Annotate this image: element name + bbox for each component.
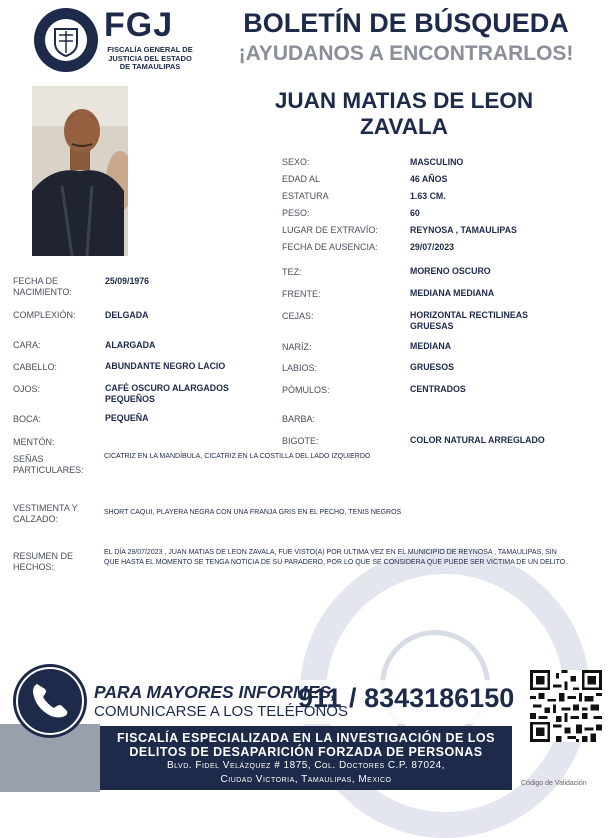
label-cabello: CABELLO: [13, 362, 58, 372]
value-pomulos: CENTRADOS [410, 384, 466, 394]
value-labios: GRUESOS [410, 362, 454, 372]
value-senas: CICATRIZ EN LA MANDÍBULA, CICATRIZ EN LA COSTILLA DEL LADO IZQUIERDO [104, 453, 371, 460]
value-frente: MEDIANA MEDIANA [410, 288, 495, 298]
label-tez: TEZ: [282, 267, 302, 277]
label-estatura: ESTATURA [282, 191, 329, 201]
label-edad: EDAD AL [282, 174, 321, 184]
shield-icon [45, 19, 87, 61]
footer-line2: DELITOS DE DESAPARICIÓN FORZADA DE PERSONAS [129, 745, 483, 759]
person-photo [32, 86, 128, 256]
label-lugar: LUGAR DE EXTRAVÍO: [282, 225, 378, 235]
logo-text: FGJ [104, 6, 174, 44]
value-nariz: MEDIANA [410, 341, 452, 351]
value-resumen: EL DÍA 29/07/2023 , JUAN MATIAS DE LEON ZAVALA, FUE VISTO(A) POR ULTIMA VEZ EN EL MUNICIPIO DE REYNOSA , TAMAULIPAS, SIN QUE HASTA EL MOMENTO SE TENGA NOTICIA DE SU PARADERO, POR LO QUE SE CONSIDERA QUE PUEDE SER VICTIMA DE UN DELITO. [104, 549, 568, 566]
label-bigote: BIGOTE: [282, 436, 319, 446]
label-cejas: CEJAS: [282, 311, 314, 321]
page-title: BOLETÍN DE BÚSQUEDA [243, 8, 569, 38]
value-estatura: 1.63 CM. [410, 191, 446, 201]
label-senas: SEÑAS PARTICULARES: [13, 454, 84, 475]
value-cabello: ABUNDANTE NEGRO LACIO [105, 361, 226, 371]
contact-phone[interactable]: 911 / 8343186150 [298, 683, 515, 713]
org-name: FISCALÍA GENERAL DE JUSTICIA DEL ESTADO DE TAMAULIPAS [107, 45, 193, 71]
label-peso: PESO: [282, 208, 310, 218]
contact-line2: COMUNICARSE A LOS TELÉFONOS [94, 703, 348, 720]
label-nariz: NARÍZ: [282, 342, 312, 352]
label-cara: CARA: [13, 340, 41, 350]
label-boca: BOCA: [13, 414, 42, 424]
label-fecha-nacimiento: FECHA DE NACIMIENTO: [13, 276, 72, 297]
value-lugar: REYNOSA , TAMAULIPAS [410, 225, 517, 235]
value-bigote: COLOR NATURAL ARREGLADO [410, 435, 545, 445]
value-peso: 60 [410, 208, 420, 218]
footer-line1: FISCALÍA ESPECIALIZADA EN LA INVESTIGACIÓN DE LOS [117, 731, 495, 745]
value-boca: PEQUEÑA [105, 413, 149, 423]
label-frente: FRENTE: [282, 289, 321, 299]
qr-code[interactable] [530, 670, 602, 742]
phone-icon [13, 664, 87, 738]
value-fecha-ausencia: 29/07/2023 [410, 242, 455, 252]
value-vestimenta: SHORT CAQUI, PLAYERA NEGRA CON UNA FRANJA GRIS EN EL PECHO, TENIS NEGROS [104, 509, 402, 516]
label-fecha-ausencia: FECHA DE AUSENCIA: [282, 242, 378, 252]
value-cara: ALARGADA [105, 340, 156, 350]
label-pomulos: PÓMULOS: [282, 385, 330, 395]
value-fecha-nacimiento: 25/09/1976 [105, 276, 150, 286]
label-ojos: OJOS: [13, 384, 41, 394]
value-sexo: MASCULINO [410, 157, 464, 167]
label-vestimenta: VESTIMENTA Y CALZADO: [13, 503, 78, 524]
person-name: JUAN MATIAS DE LEON ZAVALA [274, 88, 534, 139]
label-menton: MENTÓN: [13, 437, 55, 447]
value-complexion: DELGADA [105, 310, 149, 320]
value-edad: 46 AÑOS [410, 174, 448, 184]
contact-line1: PARA MAYORES INFORMES, [94, 682, 336, 702]
label-labios: LABIOS: [282, 363, 318, 373]
value-cejas: HORIZONTAL RECTILINEAS GRUESAS [410, 310, 528, 331]
label-sexo: SEXO: [282, 157, 310, 167]
footer-address1: Blvd. Fidel Velázquez # 1875, Col. Doctores C.P. 87024, [167, 760, 445, 771]
footer-address2: Ciudad Victoria, Tamaulipas, Mexico [220, 774, 392, 785]
label-resumen: RESUMEN DE HECHOS: [13, 551, 74, 572]
label-complexion: COMPLEXIÓN: [13, 310, 76, 320]
value-ojos: CAFÉ OSCURO ALARGADOS PEQUEÑOS [105, 383, 229, 404]
page-subtitle: ¡AYUDANOS A ENCONTRARLOS! [238, 42, 574, 65]
label-barba: BARBA: [282, 414, 316, 424]
value-tez: MORENO OSCURO [410, 266, 491, 276]
qr-caption: Código de Validación [521, 780, 587, 787]
